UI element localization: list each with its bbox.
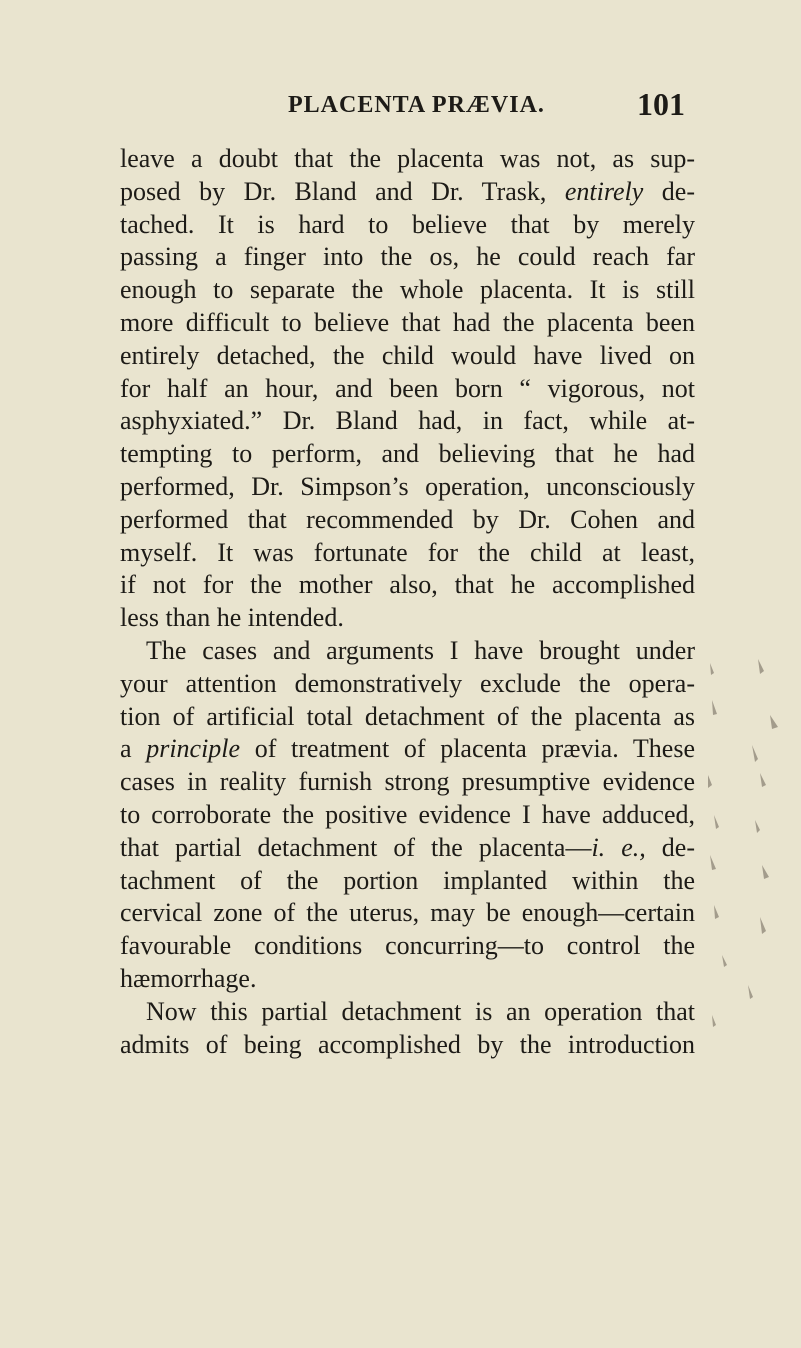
italic-word: i. e., — [591, 832, 646, 862]
text-line: your attention demonstratively exclude the opera- — [120, 668, 695, 698]
text-segment: de- — [645, 832, 695, 862]
text-line: tachment of the portion implanted within the — [120, 865, 695, 895]
margin-marks-svg — [700, 655, 800, 1035]
page-number: 101 — [637, 86, 685, 122]
text-line-italic-principle — [120, 733, 695, 766]
text-segment: posed by Dr. Bland and Dr. Trask, — [120, 176, 565, 206]
text-line: favourable conditions concurring—to control the — [120, 931, 695, 961]
margin-ink-marks — [700, 655, 800, 1035]
text-line: performed, Dr. Simpson’s operation, unconsciously — [120, 471, 695, 501]
text-segment: of treatment of placenta prævia. These — [240, 734, 695, 764]
text-line: leave a doubt that the placenta was not, as sup- — [120, 144, 695, 173]
text-line-italic-entirely — [120, 176, 695, 209]
text-line: less than he intended. — [120, 603, 344, 633]
text-segment: that partial detachment of the placenta— — [120, 832, 592, 862]
text-line: asphyxiated.” Dr. Bland had, in fact, while at- — [120, 406, 695, 436]
text-segment: de- — [643, 176, 695, 206]
page-header — [120, 86, 685, 126]
text-line: admits of being accomplished by the introduction — [120, 1029, 695, 1059]
text-line: enough to separate the whole placenta. It is still — [120, 275, 695, 305]
body-text — [120, 143, 695, 1061]
text-line: passing a finger into the os, he could reach far — [120, 242, 695, 272]
text-line: hæmorrhage. — [120, 963, 257, 993]
text-line: myself. It was fortunate for the child at least, — [120, 537, 695, 567]
italic-word: entirely — [564, 176, 644, 206]
text-line: if not for the mother also, that he accomplished — [120, 570, 695, 600]
text-line: The cases and arguments I have brought under — [146, 635, 695, 665]
text-line: tion of artificial total detachment of the placenta as — [120, 701, 695, 731]
text-line: tached. It is hard to believe that by merely — [120, 209, 695, 239]
text-line: to corroborate the positive evidence I have adduced, — [120, 799, 695, 829]
italic-word: principle — [146, 734, 241, 764]
text-line: Now this partial detachment is an operation that — [146, 996, 695, 1026]
text-line-italic-ie — [120, 832, 695, 865]
text-line: cases in reality furnish strong presumptive evidence — [120, 767, 695, 797]
text-line: tempting to perform, and believing that he had — [120, 439, 695, 469]
text-line: for half an hour, and been born “ vigorous, not — [120, 373, 695, 403]
text-line: entirely detached, the child would have lived on — [120, 340, 695, 370]
text-line: more difficult to believe that had the placenta been — [120, 307, 695, 337]
text-line: cervical zone of the uterus, may be enough—certain — [120, 898, 695, 928]
text-segment: a — [120, 734, 147, 764]
text-line: performed that recommended by Dr. Cohen and — [120, 504, 695, 534]
running-head: PLACENTA PRÆVIA. — [288, 92, 545, 118]
